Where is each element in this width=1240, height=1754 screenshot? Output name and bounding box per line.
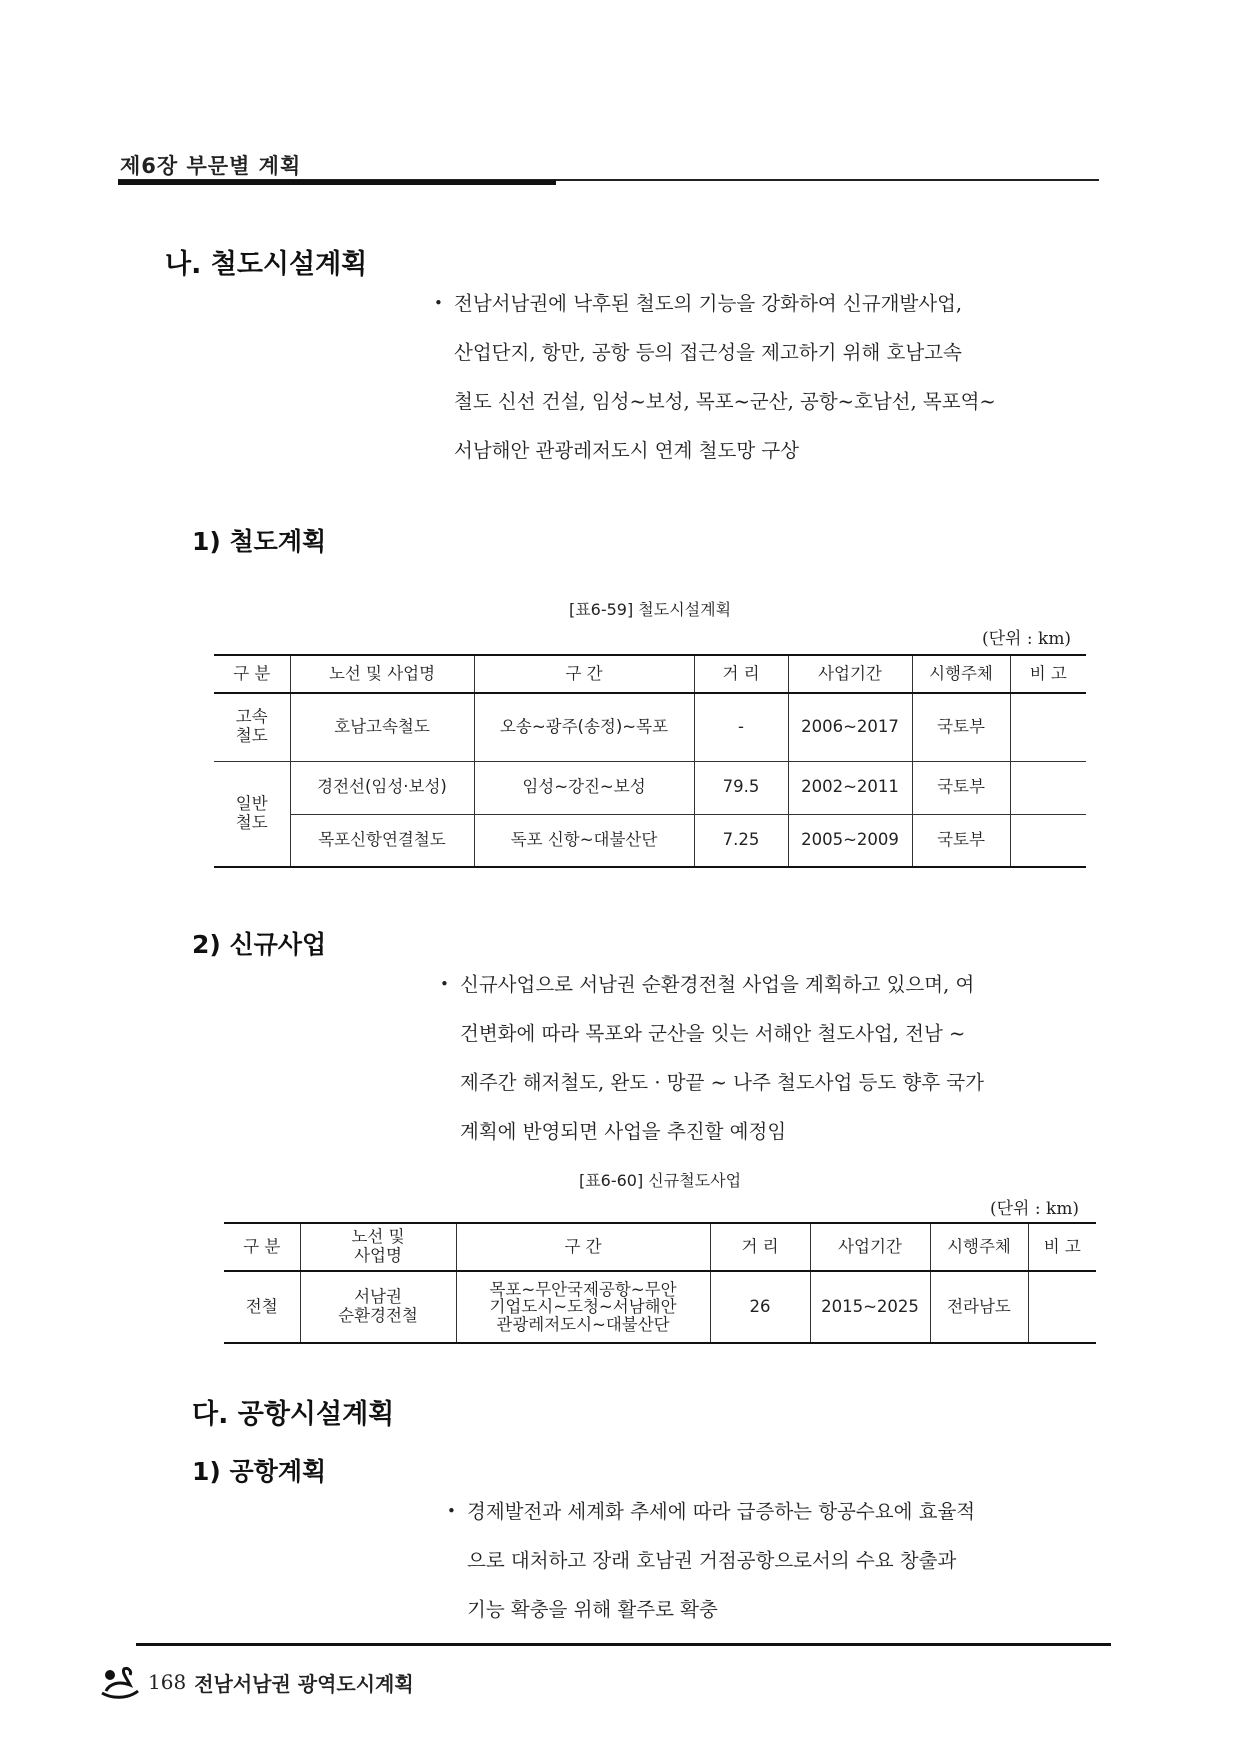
header-rule-thick — [118, 180, 556, 185]
agency-cell: 국토부 — [912, 814, 1010, 867]
agency-cell: 국토부 — [912, 761, 1010, 814]
route-cell: 서남권 순환경전철 — [300, 1271, 456, 1343]
paragraph-line: 기능 확충을 위해 활주로 확충 — [467, 1598, 718, 1621]
section-cell: 목포~무안국제공항~무안 기업도시~도청~서남해안 관광레저도시~대불산단 — [456, 1271, 710, 1343]
route-cell: 목포신항연결철도 — [290, 814, 474, 867]
section-cell: 독포 신항~대불산단 — [474, 814, 694, 867]
paragraph-line: 제주간 해저철도, 완도 · 망끝 ~ 나주 철도사업 등도 향후 국가 — [460, 1071, 984, 1094]
group-cell: 일반 철도 — [214, 761, 290, 867]
distance-cell: - — [694, 693, 788, 761]
header-cell: 거 리 — [710, 1223, 810, 1271]
table-caption: [표6-59] 철도시설계획 — [568, 600, 732, 619]
section-cell: 임성~강진~보성 — [474, 761, 694, 814]
footer-rule — [136, 1643, 1111, 1646]
header-cell: 사업기간 — [788, 655, 912, 693]
table-unit: (단위 : km) — [982, 629, 1072, 649]
header-cell: 구 간 — [474, 655, 694, 693]
table-header-row — [214, 655, 1086, 693]
table-caption: [표6-60] 신규철도사업 — [578, 1171, 742, 1190]
paragraph-line: 신규사업으로 서남권 순환경전철 사업을 계획하고 있으며, 여 — [460, 973, 975, 996]
airport-paragraph — [447, 1487, 976, 1634]
header-cell: 시행주체 — [930, 1223, 1028, 1271]
document-title: 전남서남권 광역도시계획 — [194, 1671, 414, 1696]
table-row — [224, 1271, 1096, 1343]
distance-cell: 26 — [710, 1271, 810, 1343]
paragraph-line: 으로 대처하고 장래 호남권 거점공항으로서의 수요 창출과 — [467, 1549, 957, 1572]
subheading-airport-plan: 1) 공항계획 — [192, 1457, 327, 1486]
subheading-new-projects: 2) 신규사업 — [192, 930, 327, 959]
header-cell: 구 간 — [456, 1223, 710, 1271]
period-cell: 2002~2011 — [788, 761, 912, 814]
note-cell — [1028, 1271, 1096, 1343]
paragraph-line: 계획에 반영되면 사업을 추진할 예정임 — [460, 1120, 787, 1143]
paragraph-line: 철도 신선 건설, 임성~보성, 목포~군산, 공항~호남선, 목포역~ — [454, 390, 996, 413]
table-header-row — [224, 1223, 1096, 1271]
header-cell: 사업기간 — [810, 1223, 930, 1271]
header-cell: 시행주체 — [912, 655, 1010, 693]
subheading-rail-plan: 1) 철도계획 — [192, 527, 327, 556]
header-cell: 거 리 — [694, 655, 788, 693]
header-cell: 구 분 — [224, 1223, 300, 1271]
agency-cell: 전라남도 — [930, 1271, 1028, 1343]
distance-cell: 7.25 — [694, 814, 788, 867]
rail-plan-table — [214, 654, 1086, 868]
table-unit: (단위 : km) — [990, 1199, 1080, 1219]
paragraph-line: 경제발전과 세계화 추세에 따라 급증하는 항공수요에 효율적 — [467, 1500, 976, 1523]
railway-intro-paragraph — [434, 279, 996, 475]
paragraph-line: 건변화에 따라 목포와 군산을 잇는 서해안 철도사업, 전남 ~ — [460, 1022, 966, 1045]
table-row — [214, 761, 1086, 814]
bullet: • — [440, 975, 449, 993]
note-cell — [1010, 693, 1086, 761]
chapter-title: 제6장 부문별 계획 — [120, 154, 302, 178]
section-heading-railway: 나. 철도시설계획 — [165, 249, 368, 280]
route-cell: 호남고속철도 — [290, 693, 474, 761]
header-cell: 비 고 — [1010, 655, 1086, 693]
period-cell: 2005~2009 — [788, 814, 912, 867]
group-cell: 고속 철도 — [214, 693, 290, 761]
table-row — [214, 693, 1086, 761]
new-projects-paragraph — [440, 960, 984, 1156]
route-cell: 경전선(임성·보성) — [290, 761, 474, 814]
period-cell: 2006~2017 — [788, 693, 912, 761]
paragraph-line: 전남서남권에 낙후된 철도의 기능을 강화하여 신규개발사업, — [454, 292, 963, 315]
distance-cell: 79.5 — [694, 761, 788, 814]
note-cell — [1010, 761, 1086, 814]
note-cell — [1010, 814, 1086, 867]
agency-cell: 국토부 — [912, 693, 1010, 761]
bullet: • — [447, 1502, 456, 1520]
paragraph-line: 서남해안 관광레저도시 연계 철도망 구상 — [454, 439, 800, 462]
header-cell: 구 분 — [214, 655, 290, 693]
table-row — [214, 814, 1086, 867]
new-rail-table — [224, 1222, 1096, 1344]
period-cell: 2015~2025 — [810, 1271, 930, 1343]
header-cell: 노선 및 사업명 — [300, 1223, 456, 1271]
paragraph-line: 산업단지, 항만, 공항 등의 접근성을 제고하기 위해 호남고속 — [454, 341, 962, 364]
page-number: 168 — [148, 1670, 187, 1694]
footer — [100, 1665, 414, 1699]
bullet: • — [434, 294, 443, 312]
category-cell: 전철 — [224, 1271, 300, 1343]
section-heading-airport: 다. 공항시설계획 — [192, 1399, 395, 1430]
header-cell: 노선 및 사업명 — [290, 655, 474, 693]
header-cell: 비 고 — [1028, 1223, 1096, 1271]
swan-logo-icon — [100, 1665, 140, 1699]
section-cell: 오송~광주(송정)~목포 — [474, 693, 694, 761]
